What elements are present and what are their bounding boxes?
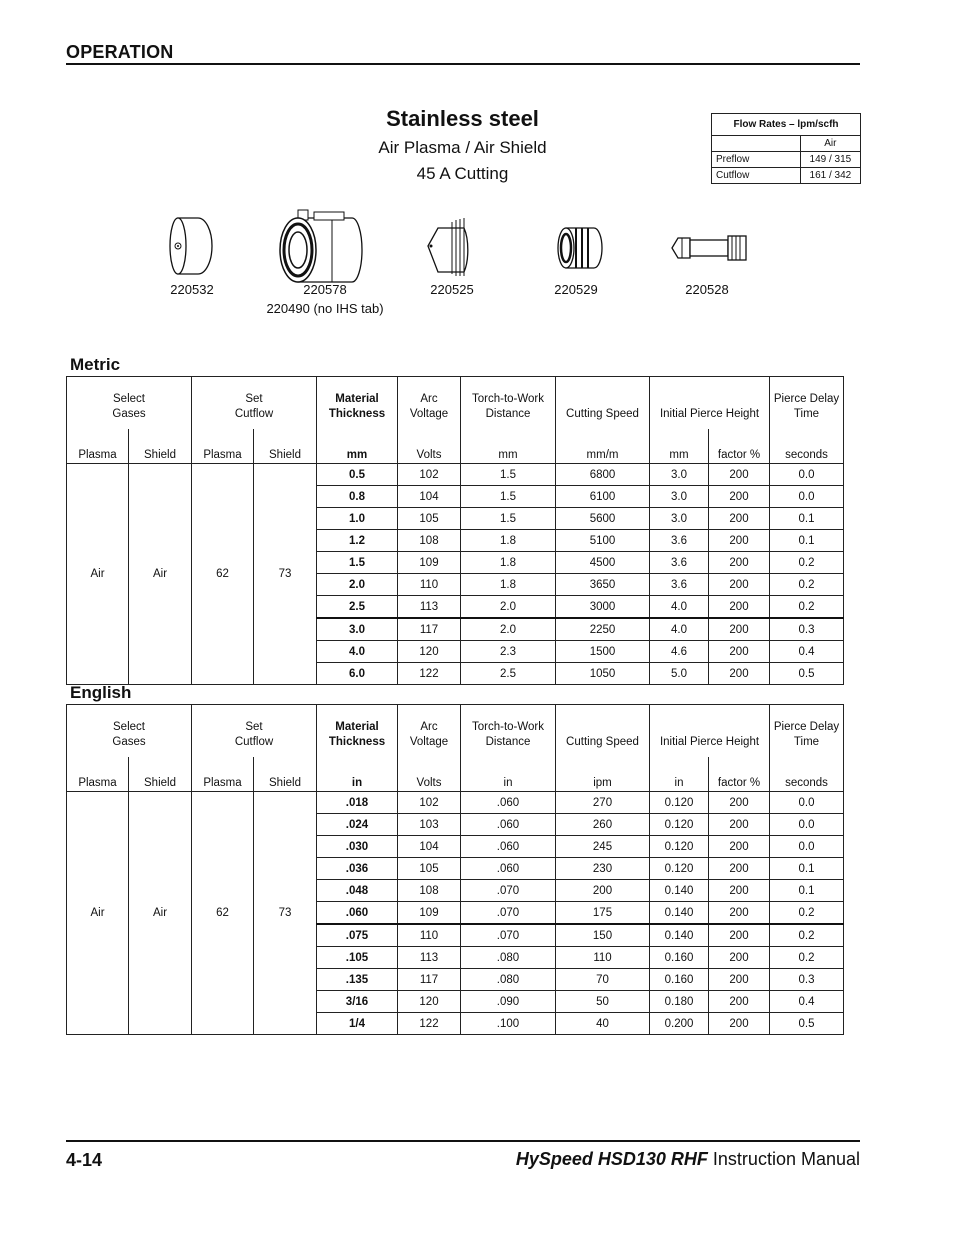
unit-header: in [461,757,556,792]
table-cell: 200 [709,792,770,814]
table-cell: 1.8 [461,574,556,596]
table-cell: 0.1 [770,530,844,552]
table-cell: 104 [398,836,461,858]
gas-setting-cell: 62 [192,464,254,685]
table-cell: 200 [709,902,770,925]
table-cell: 102 [398,464,461,486]
process-current: 45 A Cutting [416,164,509,183]
table-cell: 122 [398,1013,461,1035]
table-cell: 0.3 [770,618,844,641]
table-cell: 102 [398,792,461,814]
thickness-cell: .060 [317,902,398,925]
thickness-cell: .135 [317,969,398,991]
header-pierce-delay: Pierce Delay Time [770,377,844,430]
thickness-cell: 1.2 [317,530,398,552]
unit-header: Shield [254,757,317,792]
unit-header: Plasma [192,757,254,792]
page-number: 4-14 [66,1150,103,1170]
table-cell: 0.2 [770,552,844,574]
electrode-icon [668,230,752,266]
flow-rates-table [711,113,861,184]
table-cell: .070 [461,902,556,925]
part-number: 220578 [303,282,347,297]
header-pierce-height: Initial Pierce Height [650,377,770,430]
table-cell: 108 [398,880,461,902]
table-cell: 0.5 [770,663,844,685]
flow-empty-cell [712,136,801,152]
thickness-cell: 1/4 [317,1013,398,1035]
table-cell: 122 [398,663,461,685]
thickness-cell: 4.0 [317,641,398,663]
part-number: 220529 [554,282,598,297]
table-cell: 200 [709,924,770,947]
table-cell: 1.5 [461,464,556,486]
table-cell: .060 [461,814,556,836]
table-cell: 109 [398,902,461,925]
table-cell: 117 [398,618,461,641]
manual-title [516,1149,860,1170]
table-cell: 200 [709,530,770,552]
table-cell: .080 [461,969,556,991]
flow-row-value: 161 / 342 [800,168,860,184]
part-alt-number: 220490 (no IHS tab) [266,301,384,316]
part-number: 220525 [430,282,474,297]
unit-header: factor % [709,429,770,464]
thickness-cell: 1.0 [317,508,398,530]
table-cell: 1.8 [461,552,556,574]
unit-header: Plasma [67,757,129,792]
table-cell: 1.5 [461,486,556,508]
header-arc-voltage: Arc Voltage [398,377,461,430]
header-torch-distance: Torch-to-Work Distance [461,705,556,758]
table-cell: 0.120 [650,814,709,836]
flow-column-air: Air [800,136,860,152]
thickness-cell: 0.8 [317,486,398,508]
thickness-cell: 2.5 [317,596,398,619]
table-cell: 4.6 [650,641,709,663]
table-cell: 3.6 [650,552,709,574]
flow-rates-heading: Flow Rates – lpm/scfh [712,114,861,136]
table-cell: 200 [709,552,770,574]
table-cell: 0.180 [650,991,709,1013]
gas-setting-cell: 62 [192,792,254,1035]
table-cell: 120 [398,991,461,1013]
table-cell: 200 [709,641,770,663]
header-torch-distance: Torch-to-Work Distance [461,377,556,430]
table-cell: 200 [709,858,770,880]
thickness-cell: 1.5 [317,552,398,574]
thickness-cell: .105 [317,947,398,969]
table-cell: 0.0 [770,486,844,508]
table-cell: 105 [398,508,461,530]
unit-header: Volts [398,757,461,792]
table-cell: 150 [556,924,650,947]
table-cell: 2.5 [461,663,556,685]
metric-cut-chart [66,376,844,685]
part-number: 220528 [685,282,729,297]
table-cell: 110 [398,574,461,596]
table-cell: 109 [398,552,461,574]
unit-header: Plasma [67,429,129,464]
unit-header: mm [461,429,556,464]
header-material-thickness: Material Thickness [317,705,398,758]
thickness-cell: 3/16 [317,991,398,1013]
table-row [67,464,844,486]
table-cell: 110 [556,947,650,969]
table-cell: 0.2 [770,902,844,925]
table-cell: 5.0 [650,663,709,685]
table-cell: 200 [709,486,770,508]
table-cell: 117 [398,969,461,991]
table-cell: 0.3 [770,969,844,991]
english-section-label: English [70,683,132,702]
table-cell: 230 [556,858,650,880]
table-cell: .060 [461,792,556,814]
table-row [67,792,844,814]
unit-header: Shield [129,429,192,464]
table-cell: 50 [556,991,650,1013]
table-cell: 5100 [556,530,650,552]
unit-header: mm/m [556,429,650,464]
thickness-cell: .036 [317,858,398,880]
table-cell: 120 [398,641,461,663]
gas-setting-cell: Air [67,464,129,685]
table-cell: 0.5 [770,1013,844,1035]
table-cell: .060 [461,858,556,880]
table-cell: 0.140 [650,880,709,902]
table-cell: 0.2 [770,947,844,969]
table-cell: 200 [709,618,770,641]
table-cell: .080 [461,947,556,969]
table-cell: 0.120 [650,792,709,814]
unit-header: factor % [709,757,770,792]
table-cell: 200 [709,814,770,836]
thickness-cell: .030 [317,836,398,858]
table-cell: 113 [398,947,461,969]
shield-cap-icon [168,214,216,278]
table-cell: 260 [556,814,650,836]
gas-setting-cell: Air [129,792,192,1035]
table-cell: 3000 [556,596,650,619]
gas-setting-cell: 73 [254,464,317,685]
header-arc-voltage: Arc Voltage [398,705,461,758]
header-pierce-delay: Pierce Delay Time [770,705,844,758]
flow-row-label: Preflow [712,152,801,168]
table-cell: 200 [709,1013,770,1035]
table-cell: 40 [556,1013,650,1035]
table-cell: 200 [709,663,770,685]
thickness-cell: .018 [317,792,398,814]
thickness-cell: 0.5 [317,464,398,486]
table-cell: 0.2 [770,924,844,947]
table-cell: .060 [461,836,556,858]
header-divider [66,63,860,65]
table-cell: .090 [461,991,556,1013]
table-cell: 0.4 [770,991,844,1013]
swirl-ring-icon [554,224,606,272]
table-cell: 0.2 [770,596,844,619]
table-cell: 0.1 [770,858,844,880]
table-cell: 0.140 [650,902,709,925]
table-cell: 0.160 [650,969,709,991]
table-cell: 2250 [556,618,650,641]
metric-section-label: Metric [70,355,121,374]
unit-header: Volts [398,429,461,464]
table-cell: 108 [398,530,461,552]
gas-setting-cell: 73 [254,792,317,1035]
header-cutting-speed: Cutting Speed [556,705,650,758]
flow-row-label: Cutflow [712,168,801,184]
unit-header: Shield [254,429,317,464]
nozzle-icon [424,214,480,278]
table-cell: 4.0 [650,596,709,619]
table-cell: 5600 [556,508,650,530]
table-cell: 0.0 [770,464,844,486]
table-cell: 110 [398,924,461,947]
table-cell: 200 [709,574,770,596]
table-cell: 1050 [556,663,650,685]
table-cell: 3.0 [650,464,709,486]
table-cell: 3.6 [650,530,709,552]
thickness-cell: 6.0 [317,663,398,685]
unit-header: Shield [129,757,192,792]
table-cell: 200 [556,880,650,902]
thickness-cell: 2.0 [317,574,398,596]
thickness-cell: .048 [317,880,398,902]
table-cell: 0.0 [770,792,844,814]
table-cell: 200 [709,991,770,1013]
unit-header: Plasma [192,429,254,464]
table-cell: .070 [461,924,556,947]
table-cell: 1500 [556,641,650,663]
gas-setting-cell: Air [67,792,129,1035]
table-cell: 3.6 [650,574,709,596]
table-cell: 200 [709,880,770,902]
table-cell: 113 [398,596,461,619]
thickness-cell: 3.0 [317,618,398,641]
process-gases: Air Plasma / Air Shield [378,138,547,157]
table-cell: 245 [556,836,650,858]
table-cell: 3650 [556,574,650,596]
table-cell: 200 [709,969,770,991]
header-set-cutflow: Set Cutflow [192,705,317,758]
unit-header: in [650,757,709,792]
page-title: Stainless steel [386,106,539,131]
table-cell: 6800 [556,464,650,486]
header-select-gases: Select Gases [67,377,192,430]
header-material-thickness: Material Thickness [317,377,398,430]
gas-setting-cell: Air [129,464,192,685]
table-cell: .070 [461,880,556,902]
table-cell: 175 [556,902,650,925]
table-cell: 3.0 [650,486,709,508]
thickness-cell: .075 [317,924,398,947]
english-cut-chart [66,704,844,1035]
header-pierce-height: Initial Pierce Height [650,705,770,758]
manual-type: Instruction Manual [707,1149,860,1169]
unit-header: seconds [770,757,844,792]
table-cell: 200 [709,947,770,969]
table-cell: 1.5 [461,508,556,530]
thickness-cell: .024 [317,814,398,836]
table-cell: 200 [709,596,770,619]
unit-header: ipm [556,757,650,792]
footer-divider [66,1140,860,1142]
table-cell: 103 [398,814,461,836]
table-cell: 200 [709,464,770,486]
table-cell: 0.1 [770,880,844,902]
unit-header: mm [317,429,398,464]
table-cell: 3.0 [650,508,709,530]
table-cell: 2.3 [461,641,556,663]
table-cell: 200 [709,836,770,858]
table-cell: 1.8 [461,530,556,552]
table-cell: 200 [709,508,770,530]
header-set-cutflow: Set Cutflow [192,377,317,430]
table-cell: 0.160 [650,947,709,969]
section-heading: OPERATION [66,42,174,62]
retaining-cap-icon [276,208,368,288]
table-cell: 0.0 [770,814,844,836]
table-cell: 270 [556,792,650,814]
unit-header: seconds [770,429,844,464]
table-cell: 105 [398,858,461,880]
table-cell: 0.120 [650,858,709,880]
table-cell: 104 [398,486,461,508]
table-cell: 70 [556,969,650,991]
header-cutting-speed: Cutting Speed [556,377,650,430]
table-cell: 0.120 [650,836,709,858]
unit-header: in [317,757,398,792]
header-select-gases: Select Gases [67,705,192,758]
table-cell: 4500 [556,552,650,574]
table-cell: 0.200 [650,1013,709,1035]
table-cell: 0.2 [770,574,844,596]
table-cell: 0.4 [770,641,844,663]
flow-row-value: 149 / 315 [800,152,860,168]
table-cell: 2.0 [461,596,556,619]
table-cell: 0.140 [650,924,709,947]
table-cell: 0.0 [770,836,844,858]
product-name: HySpeed HSD130 RHF [515,1149,708,1169]
table-cell: 4.0 [650,618,709,641]
table-cell: .100 [461,1013,556,1035]
table-cell: 0.1 [770,508,844,530]
part-number: 220532 [170,282,214,297]
table-cell: 2.0 [461,618,556,641]
unit-header: mm [650,429,709,464]
table-cell: 6100 [556,486,650,508]
